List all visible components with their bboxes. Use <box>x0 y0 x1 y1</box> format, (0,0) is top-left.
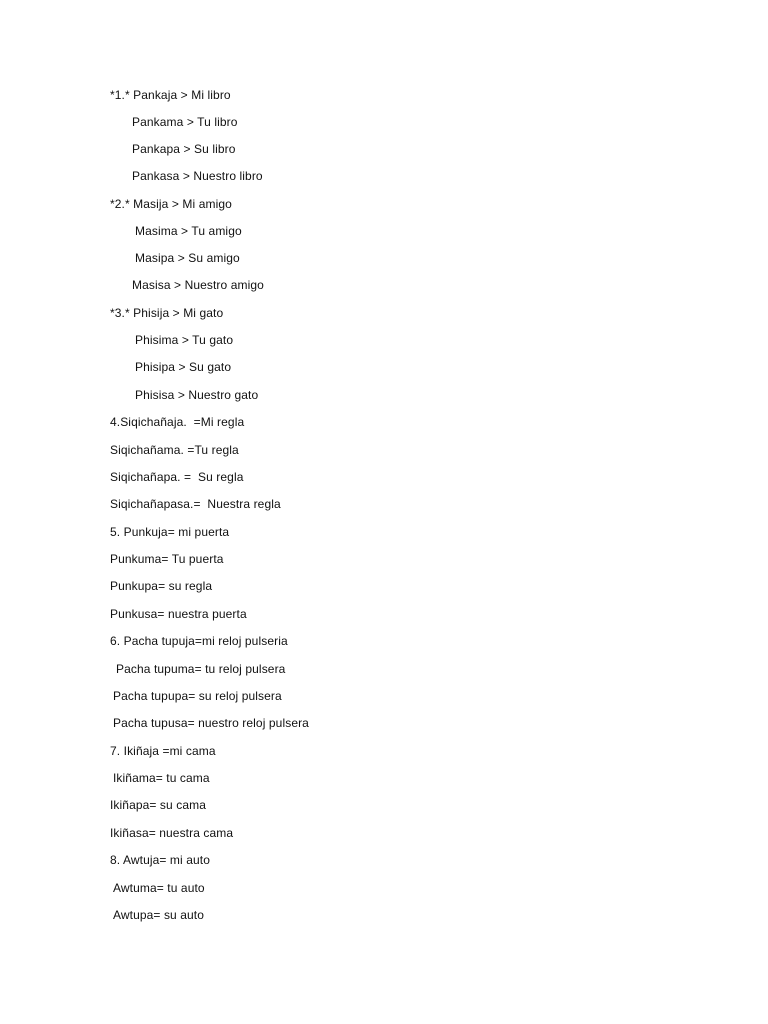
text-line: Pacha tupupa= su reloj pulsera <box>113 689 282 703</box>
text-line: Pacha tupuma= tu reloj pulsera <box>116 662 286 676</box>
text-line: Phisisa > Nuestro gato <box>135 388 259 402</box>
text-line: *2.* Masija > Mi amigo <box>110 197 232 211</box>
text-line: Siqichañama. =Tu regla <box>110 443 239 457</box>
text-line: *1.* Pankaja > Mi libro <box>110 88 231 102</box>
text-line: Ikiñama= tu cama <box>113 771 210 785</box>
text-line: 4.Siqichañaja. =Mi regla <box>110 415 245 429</box>
text-line: Awtuma= tu auto <box>113 881 205 895</box>
text-line: Pankasa > Nuestro libro <box>132 169 263 183</box>
text-line: *3.* Phisija > Mi gato <box>110 306 224 320</box>
text-line: 7. Ikiñaja =mi cama <box>110 744 216 758</box>
text-line: Siqichañapasa.= Nuestra regla <box>110 497 281 511</box>
text-line: Awtupa= su auto <box>113 908 205 922</box>
text-line: Pacha tupusa= nuestro reloj pulsera <box>113 716 309 730</box>
text-line: Pankapa > Su libro <box>132 142 236 156</box>
text-line: Phisima > Tu gato <box>135 333 234 347</box>
text-line: Masisa > Nuestro amigo <box>132 278 264 292</box>
text-line: Punkusa= nuestra puerta <box>110 607 247 621</box>
text-line: Punkuma= Tu puerta <box>110 552 224 566</box>
text-line: 8. Awtuja= mi auto <box>110 853 210 867</box>
text-line: Punkupa= su regla <box>110 579 213 593</box>
text-line: Ikiñasa= nuestra cama <box>110 826 234 840</box>
text-line: 6. Pacha tupuja=mi reloj pulseria <box>110 634 288 648</box>
text-line: Pankama > Tu libro <box>132 115 238 129</box>
text-line: Siqichañapa. = Su regla <box>110 470 244 484</box>
text-line: Masima > Tu amigo <box>135 224 242 238</box>
text-line: Masipa > Su amigo <box>135 251 240 265</box>
text-line: Phisipa > Su gato <box>135 360 232 374</box>
text-line: 5. Punkuja= mi puerta <box>110 525 230 539</box>
text-line: Ikiñapa= su cama <box>110 798 206 812</box>
